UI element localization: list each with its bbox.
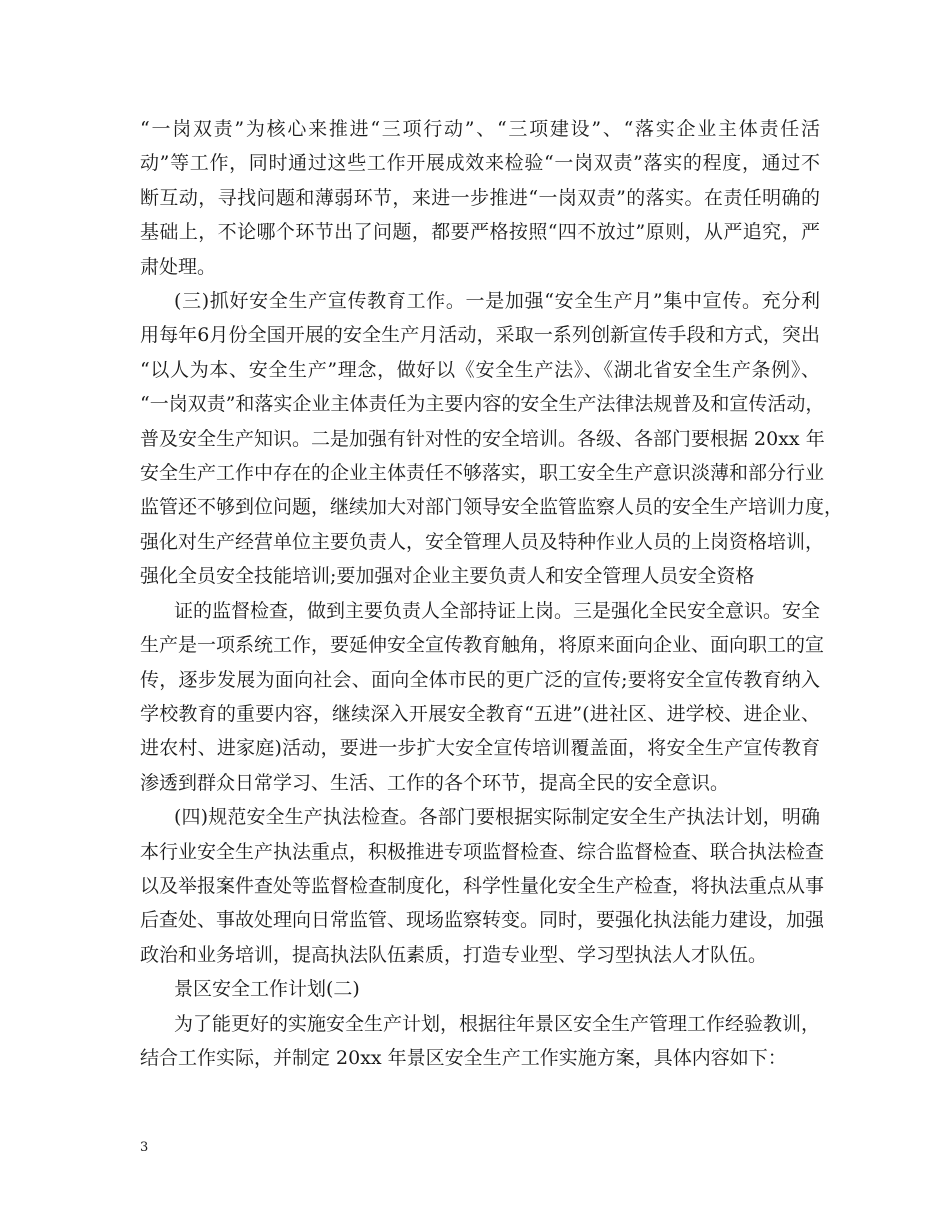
text-line: “一岗双责”为核心来推进“三项行动”、“三项建设”、“落实企业主体责任活 [140,118,820,140]
text-line: 渗透到群众日常学习、生活、工作的各个环节，提高全民的安全意识。 [140,771,730,794]
body-text [140,112,844,1075]
text-line: 景区安全工作计划(二) [174,978,360,1001]
text-line: 强化对生产经营单位主要负责人，安全管理人员及特种作业人员的上岗资格培训， [140,530,825,553]
text-line: 用每年6月份全国开展的安全生产月活动，采取一系列创新宣传手段和方式，突出 [140,324,820,347]
text-line: 基础上，不论哪个环节出了问题，都要严格按照“四不放过”原则，从严追究，严 [140,221,820,244]
paragraph [140,972,820,1006]
text-line: 传，逐步发展为面向社会、面向全体市民的更广泛的宣传;要将安全宣传教育纳入 [140,668,820,691]
text-line: 生产是一项系统工作，要延伸安全宣传教育触角，将原来面向企业、面向职工的宣 [140,634,825,657]
text-line: 强化全员安全技能培训;要加强对企业主要负责人和安全管理人员安全资格 [140,565,755,588]
text-line: 学校教育的重要内容，继续深入开展安全教育“五进”(进社区、进学校、进企业、 [140,702,820,725]
paragraph [140,112,820,284]
page-number: 3 [140,1140,149,1155]
paragraph [140,800,825,972]
paragraph [140,1007,820,1076]
text-line: 进农村、进家庭)活动，要进一步扩大安全宣传培训覆盖面，将安全生产宣传教育 [140,737,820,760]
text-line: 断互动，寻找问题和薄弱环节，来进一步推进“一岗双责”的落实。在责任明确的 [140,186,820,209]
text-line: 结合工作实际，并制定 20xx 年景区安全生产工作实施方案，具体内容如下： [140,1046,787,1069]
text-line: 后查处、事故处理向日常监管、现场监察转变。同时，要强化执法能力建设，加强 [140,909,825,932]
paragraph [140,594,825,800]
text-line: 以及举报案件查处等监督检查制度化，科学性量化安全生产检查，将执法重点从事 [140,874,825,897]
text-line: “一岗双责”和落实企业主体责任为主要内容的安全生产法律法规普及和宣传活动， [140,393,825,416]
text-line: 肃处理。 [140,255,217,278]
text-line: 监管还不够到位问题，继续加大对部门领导安全监管监察人员的安全生产培训力度， [140,496,844,519]
text-line: 安全生产工作中存在的企业主体责任不够落实，职工安全生产意识淡薄和部分行业 [140,462,825,485]
text-line: 普及安全生产知识。二是加强有针对性的安全培训。各级、各部门要根据 20xx 年 [140,427,825,450]
text-line: 本行业安全生产执法重点，积极推进专项监督检查、综合监督检查、联合执法检查 [140,840,825,863]
text-line: 为了能更好的实施安全生产计划，根据往年景区安全生产管理工作经验教训， [174,1012,821,1035]
text-line: 政治和业务培训，提高执法队伍素质，打造专业型、学习型执法人才队伍。 [140,943,768,966]
text-line: (四)规范安全生产执法检查。各部门要根据实际制定安全生产执法计划，明确 [174,806,820,829]
text-line: (三)抓好安全生产宣传教育工作。一是加强“安全生产月”集中宣传。充分利 [174,290,820,313]
text-line: 动”等工作，同时通过这些工作开展成效来检验“一岗双责”落实的程度，通过不 [140,152,820,175]
text-line: 证的监督检查，做到主要负责人全部持证上岗。三是强化全民安全意识。安全 [174,599,821,622]
text-line: “以人为本、安全生产”理念，做好以《安全生产法》、《湖北省安全生产条例》、 [140,358,820,381]
paragraph [140,284,844,594]
